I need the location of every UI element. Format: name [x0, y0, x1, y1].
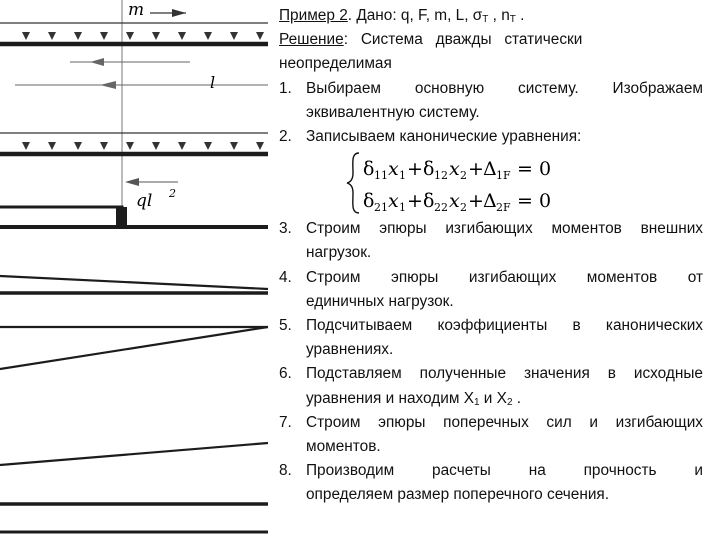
- distributed-load-arrows: [22, 32, 264, 40]
- step-2-line-1: Записываем канонические уравнения:: [306, 128, 582, 146]
- step-4-line-2: единичных нагрузок.: [306, 292, 454, 310]
- step-5-line-2: уравнениях.: [306, 341, 394, 359]
- x2-var-2: x: [449, 190, 460, 213]
- given-text: . Дано: q, F, m, L, σ: [347, 7, 483, 24]
- example-line: [279, 4, 703, 28]
- step-6: [279, 362, 703, 386]
- step-7-line-2: моментов.: [306, 438, 381, 456]
- delta-22-sub: 22: [434, 201, 448, 215]
- load-arrow: [22, 142, 30, 150]
- load-arrow: [100, 142, 108, 150]
- delta-12: δ: [423, 158, 435, 181]
- step-5-num: 5.: [279, 317, 292, 335]
- load-arrow: [126, 32, 134, 40]
- step-1: [279, 77, 703, 101]
- delta-12-sub: 12: [434, 169, 448, 183]
- load-diagram-top: [0, 0, 268, 228]
- step-6-line-1: Подставляем полученные значения в исходные: [306, 365, 703, 383]
- x2-sub-2: 2: [460, 201, 467, 215]
- unit-diagram-2: [0, 327, 268, 369]
- step-7-num: 7.: [279, 413, 292, 431]
- load-arrow: [256, 32, 264, 40]
- x2-sub: 2: [460, 169, 467, 183]
- delta-21: δ: [363, 190, 375, 213]
- load-arrow: [74, 32, 82, 40]
- beam-diagrams: [0, 0, 280, 540]
- solution-cont: неопределимая: [279, 55, 392, 73]
- plus-1: +: [407, 158, 423, 181]
- solution-rest: : Система дважды статически: [343, 31, 583, 49]
- system-brace: [347, 153, 359, 213]
- sigma-subscript: T: [482, 14, 489, 25]
- equivalent-system: [0, 58, 268, 154]
- example-title: Пример 2: [279, 7, 348, 24]
- x1-sub: 1: [399, 169, 406, 183]
- delta-1f-sub: 1F: [496, 169, 511, 183]
- load-arrow: [74, 142, 82, 150]
- load-arrow: [204, 142, 212, 150]
- step-6-line-2: [279, 387, 703, 411]
- step-1-num: 1.: [279, 79, 292, 97]
- equals-zero-2: = 0: [517, 190, 552, 213]
- step-5: [279, 314, 703, 338]
- given-end: .: [515, 7, 525, 24]
- equation-2: [363, 190, 551, 214]
- load-arrow: [230, 142, 238, 150]
- delta-1f: Δ: [483, 158, 497, 181]
- step-7-line-1: Строим эпюры поперечных сил и изгибающих: [306, 413, 703, 431]
- step-2-num: 2.: [279, 128, 292, 146]
- load-arrow: [230, 32, 238, 40]
- load-arrow: [204, 32, 212, 40]
- plus-4: +: [468, 190, 484, 213]
- x2-subscript: 2: [506, 396, 513, 408]
- final-diagram: [0, 443, 268, 532]
- load-arrow: [100, 32, 108, 40]
- delta-11: δ: [363, 158, 375, 181]
- equation-1: [363, 158, 551, 182]
- step-4-num: 4.: [279, 268, 292, 286]
- x-and: и X: [479, 389, 507, 407]
- delta-2f: Δ: [483, 190, 497, 213]
- x1-var: x: [388, 158, 399, 181]
- load-arrow: [48, 32, 56, 40]
- length-label: l: [210, 73, 216, 92]
- load-arrow: [48, 142, 56, 150]
- solution-label: Решение: [279, 31, 344, 49]
- moment-label: m: [128, 0, 145, 20]
- step-8-line-1: Производим расчеты на прочность и: [306, 462, 703, 480]
- solution-text: [279, 4, 703, 508]
- step-3: [279, 217, 703, 241]
- x1-var-2: x: [388, 190, 399, 213]
- delta-11-sub: 11: [374, 169, 388, 183]
- step-8-line-2: определяем размер поперечного сечения.: [306, 486, 610, 504]
- delta-2f-sub: 2F: [496, 201, 511, 215]
- moment-diagram-ql2: [0, 178, 268, 227]
- load-arrow: [178, 32, 186, 40]
- step-1-line-2: эквивалентную систему.: [306, 103, 480, 121]
- step-6-num: 6.: [279, 365, 292, 383]
- step-4-line-1: Строим эпюры изгибающих моментов от: [306, 268, 703, 286]
- given-sep: , n: [488, 7, 510, 24]
- load-arrow: [178, 142, 186, 150]
- step-6-text: уравнения и находим X: [306, 389, 474, 407]
- x1-sub-2: 1: [399, 201, 406, 215]
- delta-21-sub: 21: [374, 201, 388, 215]
- step-7: [279, 411, 703, 435]
- ql-exponent: 2: [169, 187, 176, 200]
- load-arrow: [22, 32, 30, 40]
- plus-3: +: [407, 190, 423, 213]
- x1-subscript: 1: [473, 396, 480, 408]
- step-3-num: 3.: [279, 220, 292, 238]
- step-5-line-1: Подсчитываем коэффициенты в канонических: [306, 317, 703, 335]
- load-arrow: [126, 142, 134, 150]
- plus-2: +: [468, 158, 484, 181]
- n-subscript: T: [509, 14, 516, 25]
- step-4: [279, 266, 703, 290]
- canonical-equations: [279, 149, 703, 217]
- unit-diagram-1: [0, 276, 268, 293]
- delta-22: δ: [423, 190, 435, 213]
- step-3-line-2: нагрузок.: [306, 244, 372, 262]
- load-arrow: [256, 142, 264, 150]
- step-1-line-1: Выбираем основную систему. Изображаем: [306, 79, 703, 97]
- x2-var: x: [449, 158, 460, 181]
- equals-zero-1: = 0: [517, 158, 552, 181]
- distributed-load-arrows-2: [22, 142, 264, 150]
- step-8-num: 8.: [279, 462, 292, 480]
- load-arrow: [152, 32, 160, 40]
- ql-label: ql: [136, 191, 153, 211]
- step-2: [279, 125, 703, 149]
- step-3-line-1: Строим эпюры изгибающих моментов внешних: [306, 220, 703, 238]
- step-8: [279, 459, 703, 483]
- x-end: .: [512, 389, 522, 407]
- load-arrow: [152, 142, 160, 150]
- solution-line: [279, 28, 703, 52]
